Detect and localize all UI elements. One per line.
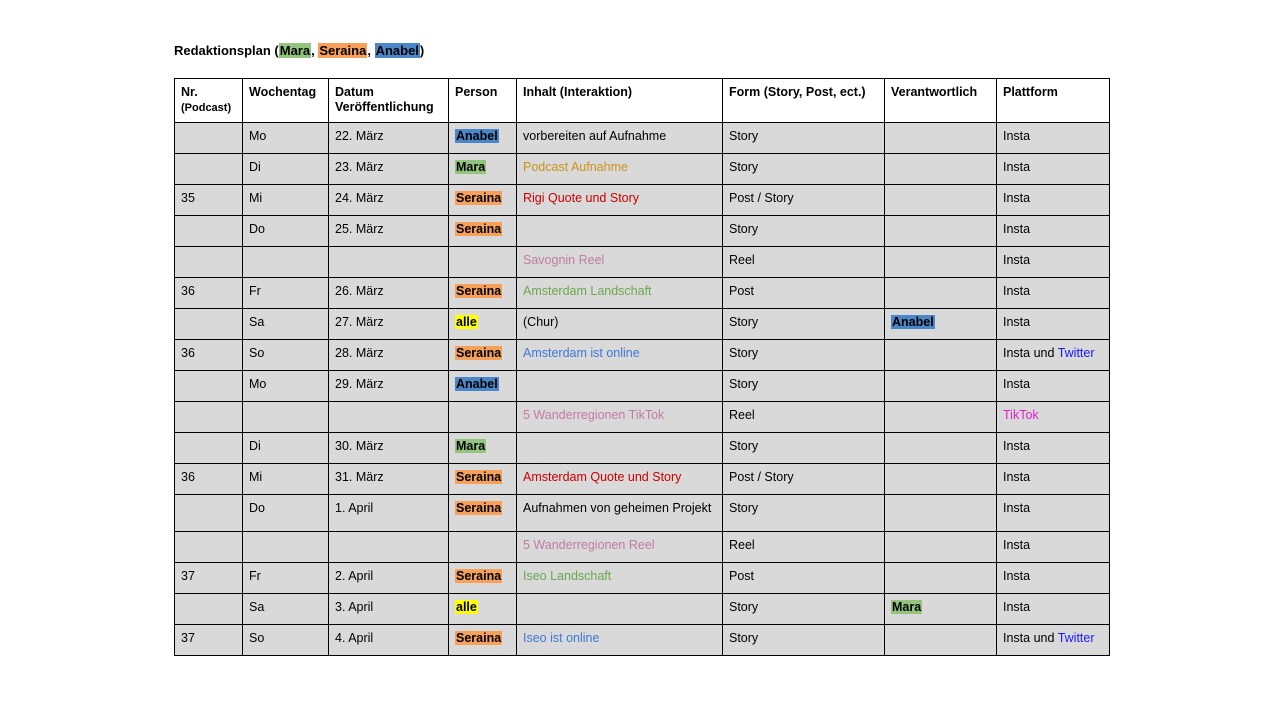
person-badge: Seraina [456,501,502,515]
cell-person [449,340,517,371]
cell-datum [329,563,449,594]
cell-nr [175,216,243,247]
cell-verantwortlich [885,594,997,625]
cell-plattform [997,278,1110,309]
cell-inhalt [517,495,723,532]
cell-inhalt-text: (Chur) [523,315,559,329]
cell-datum-text: 3. April [335,600,374,614]
cell-nr [175,278,243,309]
cell-inhalt [517,154,723,185]
cell-wochentag-text: Fr [249,284,261,298]
cell-inhalt-text: Aufnahmen von geheimen Projekt [523,501,712,515]
cell-wochentag [243,340,329,371]
cell-form-text: Post [729,569,755,583]
cell-nr [175,625,243,656]
header-person: Person [449,79,517,123]
cell-form-text: Story [729,160,759,174]
title-name-anabel: Anabel [375,43,419,58]
table-row [175,532,1110,563]
cell-inhalt [517,309,723,340]
cell-form-text: Reel [729,253,755,267]
cell-wochentag [243,433,329,464]
table-row [175,464,1110,495]
cell-person [449,495,517,532]
cell-nr-text: 36 [181,284,195,298]
cell-form-text: Story [729,222,759,236]
cell-nr [175,402,243,433]
cell-wochentag-text: Do [249,501,265,515]
cell-verantwortlich [885,402,997,433]
cell-wochentag-text: Fr [249,569,261,583]
cell-datum [329,185,449,216]
cell-plattform-text: Insta [1003,129,1031,143]
cell-form [723,402,885,433]
cell-nr [175,594,243,625]
cell-inhalt [517,594,723,625]
person-badge: Seraina [456,470,502,484]
cell-plattform-text: Insta [1003,538,1031,552]
cell-wochentag-text: Do [249,222,265,236]
cell-datum-text: 1. April [335,501,374,515]
cell-plattform [997,123,1110,154]
cell-person [449,532,517,563]
cell-verantwortlich [885,247,997,278]
document-title [174,43,424,58]
cell-inhalt [517,247,723,278]
table-row [175,340,1110,371]
cell-wochentag-text: Di [249,160,261,174]
cell-plattform-text: Insta [1003,253,1031,267]
cell-person [449,371,517,402]
cell-datum-text: 27. März [335,315,384,329]
cell-wochentag-text: Di [249,439,261,453]
cell-form [723,154,885,185]
table-row [175,123,1110,154]
cell-inhalt [517,433,723,464]
cell-datum [329,247,449,278]
cell-datum-text: 23. März [335,160,384,174]
cell-form [723,123,885,154]
cell-inhalt-text: Savognin Reel [523,253,605,267]
cell-nr-text: 36 [181,470,195,484]
cell-form-text: Story [729,501,759,515]
cell-form-text: Reel [729,408,755,422]
cell-form-text: Story [729,439,759,453]
person-badge: Seraina [456,284,502,298]
cell-nr [175,154,243,185]
cell-inhalt-text: Iseo ist online [523,631,600,645]
cell-datum-text: 29. März [335,377,384,391]
cell-wochentag [243,154,329,185]
cell-form-text: Reel [729,538,755,552]
cell-plattform-text: Insta [1003,191,1031,205]
cell-plattform [997,247,1110,278]
cell-inhalt [517,216,723,247]
cell-datum [329,594,449,625]
table-row [175,185,1110,216]
cell-datum [329,532,449,563]
cell-plattform [997,563,1110,594]
cell-person [449,216,517,247]
cell-datum-text: 4. April [335,631,374,645]
person-badge: Mara [456,439,486,453]
cell-form-text: Post [729,284,755,298]
cell-plattform-text: Insta [1003,222,1031,236]
person-badge: Seraina [456,569,502,583]
cell-person [449,247,517,278]
cell-plattform-text: Insta [1003,284,1031,298]
cell-wochentag [243,464,329,495]
cell-form [723,625,885,656]
cell-plattform [997,371,1110,402]
cell-nr [175,495,243,532]
cell-plattform [997,309,1110,340]
cell-plattform [997,402,1110,433]
cell-person [449,185,517,216]
cell-verantwortlich [885,185,997,216]
cell-datum [329,340,449,371]
cell-form [723,433,885,464]
header-nr: Nr. (Podcast) [175,79,243,123]
person-badge: Seraina [456,191,502,205]
header-inhalt: Inhalt (Interaktion) [517,79,723,123]
cell-verantwortlich [885,495,997,532]
cell-nr [175,340,243,371]
cell-datum [329,154,449,185]
header-nr-sub: (Podcast) [181,102,232,114]
cell-inhalt [517,464,723,495]
cell-person [449,625,517,656]
cell-form [723,563,885,594]
cell-datum-text: 30. März [335,439,384,453]
table-row [175,594,1110,625]
title-prefix: Redaktionsplan ( [174,43,279,58]
cell-inhalt [517,123,723,154]
editorial-plan-table [174,78,1110,656]
cell-form [723,247,885,278]
cell-nr-text: 37 [181,569,195,583]
cell-nr [175,309,243,340]
cell-plattform [997,433,1110,464]
cell-inhalt-text: Rigi Quote und Story [523,191,640,205]
cell-wochentag [243,371,329,402]
cell-wochentag [243,495,329,532]
cell-wochentag [243,563,329,594]
cell-verantwortlich [885,464,997,495]
cell-wochentag-text: Mi [249,470,263,484]
title-suffix: ) [419,43,425,58]
cell-plattform [997,154,1110,185]
cell-wochentag-text: Sa [249,315,265,329]
cell-plattform [997,594,1110,625]
cell-datum [329,464,449,495]
cell-wochentag [243,532,329,563]
cell-verantwortlich [885,123,997,154]
table-row [175,371,1110,402]
cell-person [449,464,517,495]
cell-form-text: Story [729,600,759,614]
person-badge: Anabel [456,129,498,143]
cell-wochentag-text: So [249,631,265,645]
cell-verantwortlich [885,340,997,371]
cell-inhalt-text: Amsterdam Quote und Story [523,470,682,484]
cell-inhalt-text: Amsterdam Landschaft [523,284,652,298]
cell-form [723,495,885,532]
table-row [175,216,1110,247]
table-row [175,154,1110,185]
cell-person [449,123,517,154]
cell-plattform [997,216,1110,247]
cell-plattform-text: Insta [1003,377,1031,391]
cell-nr-text: 37 [181,631,195,645]
table-row [175,563,1110,594]
header-plattform: Plattform [997,79,1110,123]
cell-nr [175,371,243,402]
cell-form-text: Story [729,129,759,143]
table-row [175,625,1110,656]
cell-nr [175,563,243,594]
table-row [175,309,1110,340]
cell-wochentag [243,247,329,278]
cell-datum [329,371,449,402]
table-header-row [175,79,1110,123]
cell-plattform [997,625,1110,656]
table-row [175,278,1110,309]
cell-datum [329,402,449,433]
cell-inhalt [517,532,723,563]
cell-inhalt [517,371,723,402]
cell-person [449,594,517,625]
cell-plattform [997,185,1110,216]
cell-datum-text: 24. März [335,191,384,205]
cell-form [723,216,885,247]
cell-datum-text: 2. April [335,569,374,583]
cell-wochentag [243,185,329,216]
cell-wochentag [243,309,329,340]
header-verantwortlich: Verantwortlich [885,79,997,123]
cell-datum [329,625,449,656]
cell-person [449,433,517,464]
cell-verantwortlich [885,216,997,247]
cell-plattform-text: Insta [1003,315,1031,329]
cell-verantwortlich [885,154,997,185]
cell-inhalt [517,278,723,309]
cell-datum [329,433,449,464]
cell-nr-text: 36 [181,346,195,360]
cell-plattform-text: Insta [1003,160,1031,174]
cell-plattform-text: Insta [1003,501,1031,515]
cell-verantwortlich [885,278,997,309]
cell-inhalt-text: vorbereiten auf Aufnahme [523,129,667,143]
cell-plattform-text: TikTok [1003,408,1039,422]
cell-inhalt [517,185,723,216]
cell-wochentag-text: Sa [249,600,265,614]
cell-verantwortlich [885,309,997,340]
cell-person [449,563,517,594]
person-badge: Anabel [456,377,498,391]
cell-plattform [997,495,1110,532]
cell-plattform-text: Insta [1003,439,1031,453]
cell-nr [175,532,243,563]
cell-plattform-text: Insta und [1003,346,1058,360]
cell-wochentag-text: Mo [249,129,267,143]
cell-plattform-text: Insta und [1003,631,1058,645]
table-row [175,433,1110,464]
cell-plattform [997,340,1110,371]
cell-plattform-text: Insta [1003,600,1031,614]
cell-inhalt-text: Iseo Landschaft [523,569,612,583]
cell-inhalt [517,340,723,371]
cell-wochentag-text: Mo [249,377,267,391]
title-separator: , [311,43,319,58]
cell-form [723,532,885,563]
responsible-badge: Anabel [892,315,934,329]
person-badge: alle [456,600,477,614]
table-row [175,402,1110,433]
person-badge: Mara [456,160,486,174]
cell-person [449,154,517,185]
cell-form [723,278,885,309]
cell-verantwortlich [885,625,997,656]
cell-plattform-text: Insta [1003,470,1031,484]
cell-datum [329,309,449,340]
cell-datum-text: 31. März [335,470,384,484]
cell-nr [175,433,243,464]
platform-twitter: Twitter [1057,631,1095,645]
header-form: Form (Story, Post, ect.) [723,79,885,123]
cell-nr [175,123,243,154]
cell-wochentag [243,625,329,656]
responsible-badge: Mara [892,600,922,614]
cell-nr [175,185,243,216]
cell-datum-text: 25. März [335,222,384,236]
cell-inhalt [517,625,723,656]
cell-plattform-text: Insta [1003,569,1031,583]
cell-wochentag [243,402,329,433]
cell-form [723,464,885,495]
person-badge: Seraina [456,631,502,645]
cell-person [449,278,517,309]
cell-wochentag [243,594,329,625]
person-badge: alle [456,315,477,329]
cell-plattform [997,464,1110,495]
cell-form-text: Story [729,315,759,329]
title-name-seraina: Seraina [319,43,367,58]
header-datum: Datum Veröffentlichung [329,79,449,123]
cell-wochentag [243,123,329,154]
cell-form [723,340,885,371]
cell-form-text: Post / Story [729,191,794,205]
header-wochentag: Wochentag [243,79,329,123]
cell-verantwortlich [885,433,997,464]
cell-form [723,371,885,402]
cell-datum [329,123,449,154]
title-separator: , [367,43,375,58]
cell-form [723,594,885,625]
cell-datum [329,495,449,532]
cell-verantwortlich [885,371,997,402]
cell-inhalt-text: Amsterdam ist online [523,346,640,360]
cell-person [449,309,517,340]
title-name-mara: Mara [279,43,311,58]
person-badge: Seraina [456,346,502,360]
cell-person [449,402,517,433]
table-row [175,495,1110,532]
cell-inhalt [517,563,723,594]
cell-nr [175,247,243,278]
cell-form-text: Story [729,346,759,360]
platform-twitter: Twitter [1057,346,1095,360]
cell-inhalt-text: Podcast Aufnahme [523,160,628,174]
cell-nr-text: 35 [181,191,195,205]
cell-datum-text: 22. März [335,129,384,143]
cell-inhalt-text: 5 Wanderregionen TikTok [523,408,665,422]
cell-verantwortlich [885,532,997,563]
cell-datum-text: 28. März [335,346,384,360]
cell-nr [175,464,243,495]
cell-form-text: Story [729,377,759,391]
cell-form [723,309,885,340]
cell-datum [329,216,449,247]
table-row [175,247,1110,278]
cell-datum [329,278,449,309]
cell-wochentag [243,216,329,247]
cell-inhalt [517,402,723,433]
cell-verantwortlich [885,563,997,594]
cell-datum-text: 26. März [335,284,384,298]
cell-wochentag-text: So [249,346,265,360]
person-badge: Seraina [456,222,502,236]
cell-form-text: Post / Story [729,470,794,484]
cell-inhalt-text: 5 Wanderregionen Reel [523,538,655,552]
cell-form [723,185,885,216]
cell-form-text: Story [729,631,759,645]
cell-plattform [997,532,1110,563]
cell-wochentag [243,278,329,309]
cell-wochentag-text: Mi [249,191,263,205]
